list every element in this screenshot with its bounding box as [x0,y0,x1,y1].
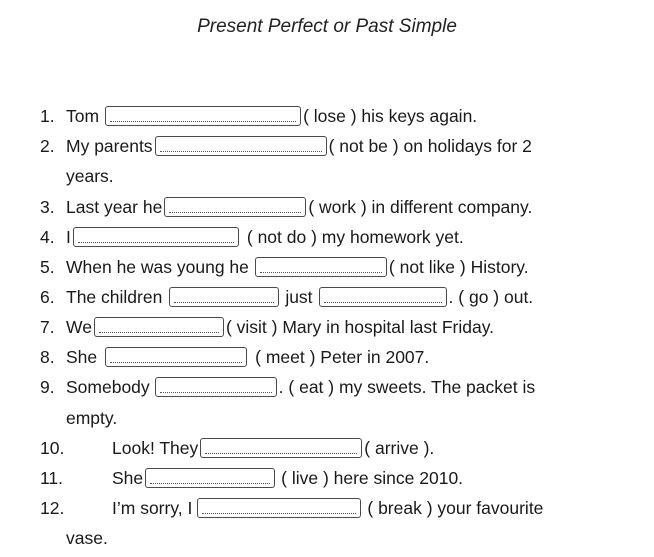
item-text-before: We [66,317,92,337]
item-text-after: ( not be ) on holidays for 2 [328,136,532,156]
answer-gap-9[interactable] [155,377,277,397]
answer-gap-12[interactable] [197,498,361,518]
item-text-middle: just [285,287,313,307]
item-number: 5. [40,257,55,277]
item-text-continued: empty. [66,408,118,428]
exercise-item-5 [40,254,529,280]
answer-gap-10[interactable] [200,438,362,458]
item-text-before: The children [66,287,163,307]
item-text-after: ( work ) in different company. [308,197,533,217]
item-number: 8. [40,347,55,367]
item-text-continued: vase. [66,528,108,548]
answer-gap-2[interactable] [155,136,327,156]
item-text-before: Last year he [66,197,163,217]
answer-gap-11[interactable] [145,468,275,488]
answer-gap-1[interactable] [105,106,301,126]
item-number: 6. [40,287,55,307]
exercise-item-8 [40,344,429,370]
item-number: 11. [40,468,64,488]
item-number: 2. [40,136,55,156]
exercise-item-7 [40,314,494,340]
worksheet-title: Present Perfect or Past Simple [197,16,457,37]
item-text-before: When he was young he [66,257,249,277]
exercise-item-12 [40,495,543,521]
item-text-before: She [112,468,144,488]
answer-gap-6b[interactable] [319,287,447,307]
item-text-after: ( not do ) my homework yet. [246,227,464,247]
item-text-continued: years. [66,166,114,186]
item-text-after: . ( eat ) my sweets. The packet is [278,377,536,397]
item-number: 12. [40,498,65,518]
item-number: 9. [40,377,55,397]
item-text-before: Somebody [66,377,150,397]
item-text-after: ( arrive ). [364,438,435,458]
item-text-after: . ( go ) out. [448,287,534,307]
item-text-after: ( break ) your favourite [367,498,544,518]
answer-gap-5[interactable] [255,257,387,277]
item-number: 4. [40,227,55,247]
answer-gap-8[interactable] [105,347,247,367]
exercise-item-9-continued [40,405,117,431]
item-number: 3. [40,197,55,217]
item-text-after: ( visit ) Mary in hospital last Friday. [225,317,495,337]
answer-gap-3[interactable] [164,197,306,217]
item-text-before: Look! They [112,438,199,458]
exercise-item-11 [40,465,463,491]
exercise-item-2 [40,133,532,159]
item-text-before: She [66,347,98,367]
exercise-item-12-continued [40,525,108,551]
answer-gap-6a[interactable] [169,287,279,307]
item-number: 10. [40,438,65,458]
item-text-after: ( lose ) his keys again. [303,106,478,126]
item-text-before: I [66,227,71,247]
item-text-after: ( live ) here since 2010. [281,468,464,488]
exercise-item-3 [40,194,532,220]
item-text-after: ( meet ) Peter in 2007. [255,347,430,367]
item-text-before: Tom [66,106,100,126]
exercise-item-2-continued [40,163,114,189]
item-text-before: My parents [66,136,153,156]
exercise-item-9 [40,374,535,400]
exercise-item-1 [40,103,477,129]
answer-gap-4[interactable] [73,227,239,247]
exercise-item-10 [40,435,434,461]
item-text-before: I’m sorry, I [112,498,193,518]
item-number: 1. [40,106,55,126]
exercise-item-4 [40,224,464,250]
answer-gap-7[interactable] [94,317,224,337]
exercise-item-6 [40,284,533,310]
item-text-after: ( not like ) History. [388,257,529,277]
item-number: 7. [40,317,55,337]
